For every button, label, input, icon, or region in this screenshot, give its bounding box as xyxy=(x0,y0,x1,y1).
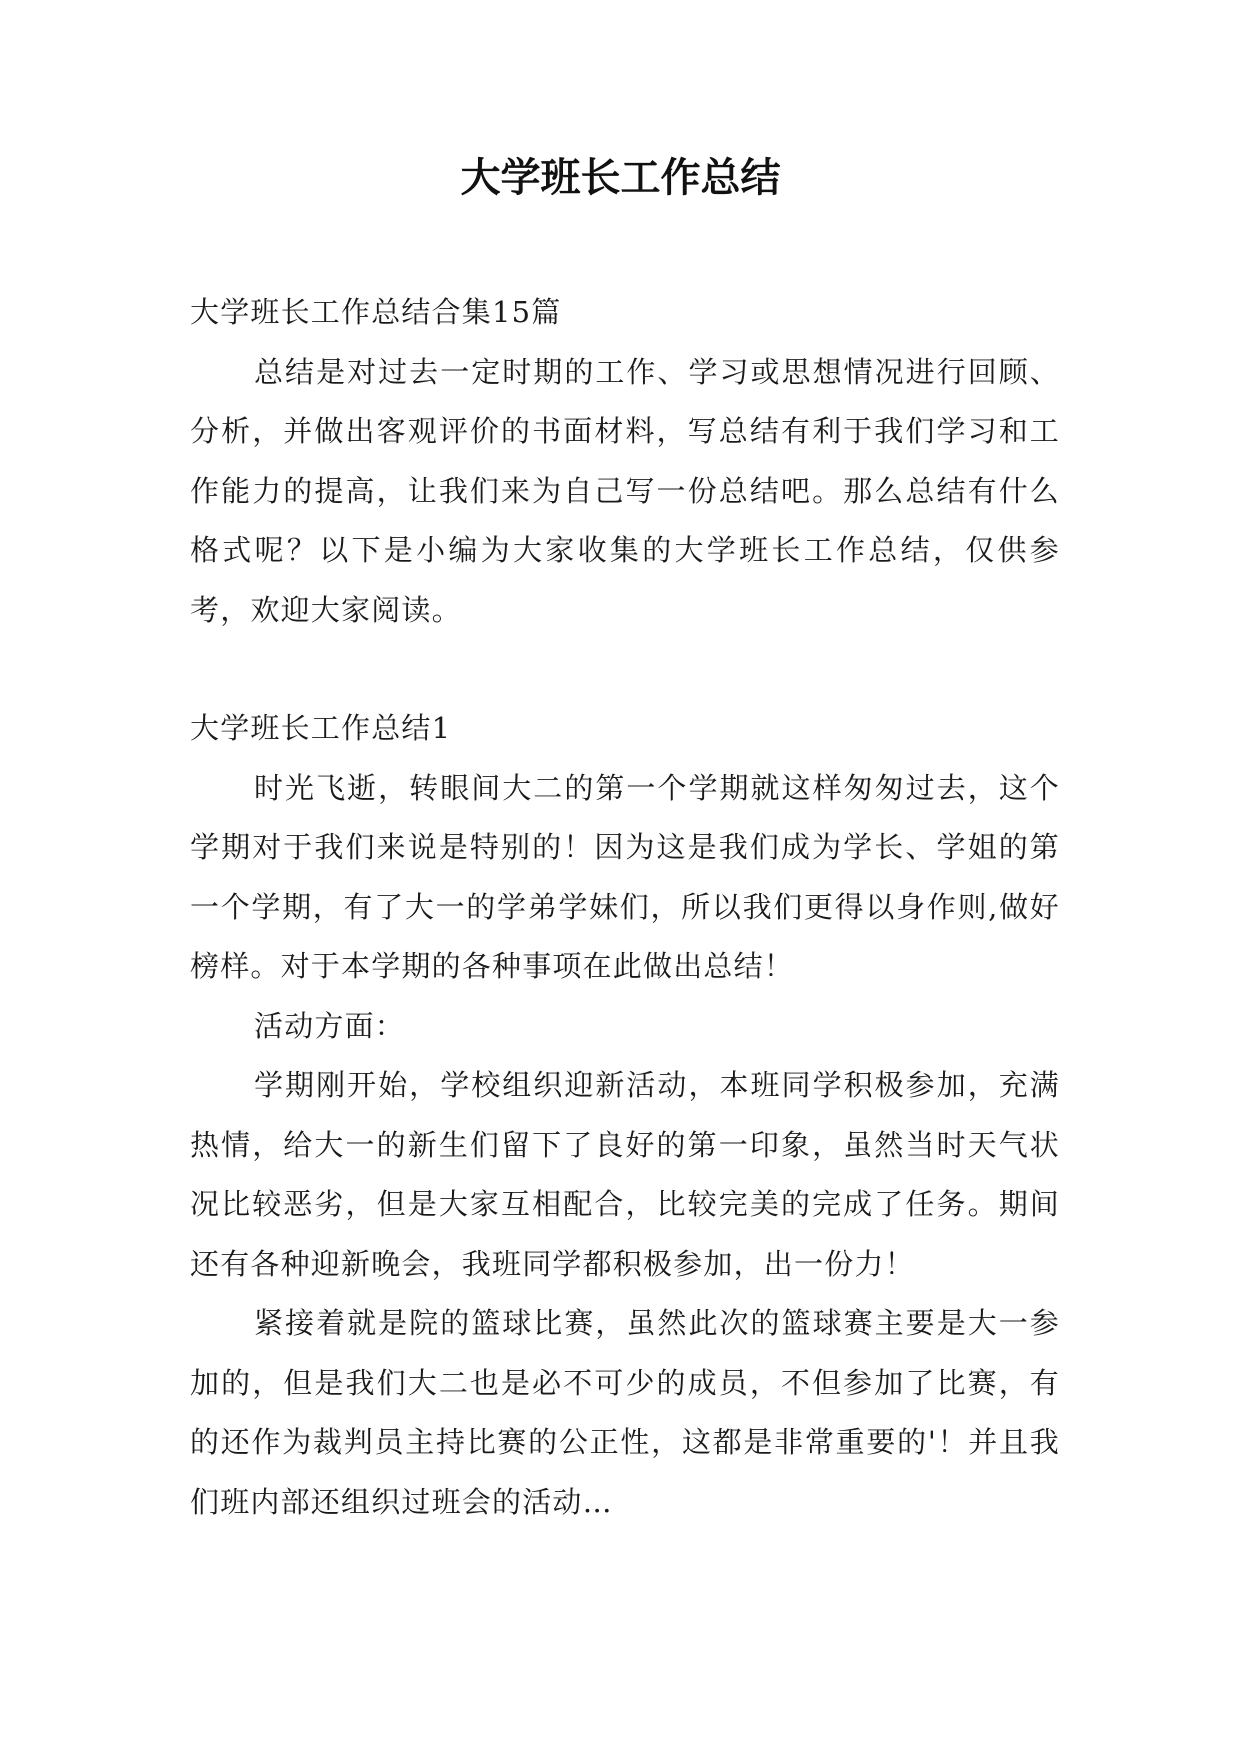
body-paragraph: 学期刚开始，学校组织迎新活动，本班同学积极参加，充满热情，给大一的新生们留下了良好的第一印象，虽然当时天气状况比较恶劣，但是大家互相配合，比较完美的完成了任务。期间还有各种迎新晚会，我班同学都积极参加，出一份力！ xyxy=(190,1068,1060,1281)
activities-label: 活动方面： xyxy=(254,1008,406,1043)
section-heading: 大学班长工作总结1 xyxy=(190,711,452,745)
body-paragraph: 时光飞逝，转眼间大二的第一个学期就这样匆匆过去，这个学期对于我们来说是特别的！因为这是我们成为学长、学姐的第一个学期，有了大一的学弟学妹们，所以我们更得以身作则,做好榜样。对于本学期的各种事项在此做出总结！ xyxy=(190,770,1060,983)
section-spacer xyxy=(190,640,1060,699)
collection-subtitle: 大学班长工作总结合集15篇 xyxy=(190,295,562,329)
document-title: 大学班长工作总结 xyxy=(460,155,781,201)
intro-paragraph: 总结是对过去一定时期的工作、学习或思想情况进行回顾、分析，并做出客观评价的书面材料，写总结有利于我们学习和工作能力的提高，让我们来为自己写一份总结吧。那么总结有什么格式呢？以下是小编为大家收集的大学班长工作总结，仅供参考，欢迎大家阅读。 xyxy=(190,354,1060,627)
document-body xyxy=(190,283,1060,1532)
body-paragraph: 紧接着就是院的篮球比赛，虽然此次的篮球赛主要是大一参加的，但是我们大二也是必不可少的成员，不但参加了比赛，有的还作为裁判员主持比赛的公正性，这都是非常重要的'！并且我们班内部还组织过班会的活动… xyxy=(190,1306,1060,1519)
